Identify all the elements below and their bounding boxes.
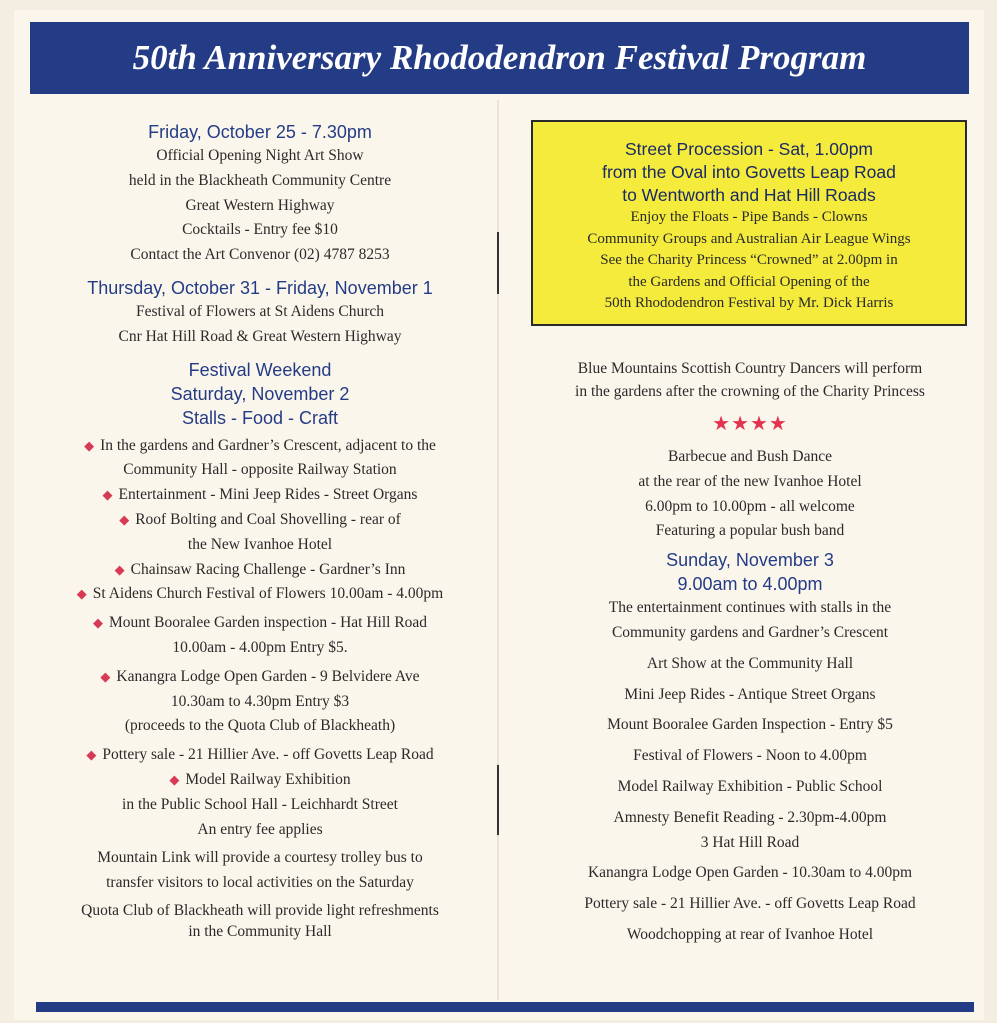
diamond-icon: ◆ [92, 615, 103, 631]
amnesty-item: Amnesty Benefit Reading - 2.30pm-4.00pm 3 Hat Hill Road [613, 808, 887, 851]
sunday-item: Mini Jeep Rides - Antique Street Organs [624, 685, 876, 703]
diamond-icon: ◆ [169, 771, 180, 787]
left-column [30, 120, 490, 942]
procession-line: the Gardens and Official Opening of the [628, 273, 870, 290]
procession-heading: Street Procession - Sat, 1.00pm [624, 139, 874, 159]
street-procession-box [531, 120, 967, 326]
friday-line: held in the Blackheath Community Centre [128, 171, 392, 189]
procession-line: 50th Rhododendron Festival by Mr. Dick Harris [604, 295, 894, 311]
procession-line: Community Groups and Australian Air League Wings [587, 230, 911, 247]
binding-mark [497, 765, 499, 835]
thursday-line: Cnr Hat Hill Road & Great Western Highway [118, 327, 402, 345]
diamond-icon: ◆ [84, 437, 95, 453]
list-item: ◆ Entertainment - Mini Jeep Rides - Street Organs [102, 486, 418, 504]
friday-line: Cocktails - Entry fee $10 [182, 221, 338, 239]
procession-heading: from the Oval into Govetts Leap Road [602, 162, 896, 182]
diamond-icon: ◆ [76, 586, 87, 602]
list-item: ◆ Mount Booralee Garden inspection - Hat Hill Road 10.00am - 4.00pm Entry $5. [92, 614, 428, 656]
sunday-intro: The entertainment continues with stalls in the Community gardens and Gardner’s Crescent [608, 599, 892, 641]
friday-line: Contact the Art Convenor (02) 4787 8253 [130, 246, 390, 264]
program-title: 50th Anniversary Rhododendron Festival Program [30, 22, 969, 94]
list-item: ◆ In the gardens and Gardner’s Crescent, adjacent to the Community Hall - opposite Railway Station [84, 436, 436, 479]
weekend-heading: Festival Weekend [188, 359, 332, 380]
stalls-heading: Stalls - Food - Craft [181, 407, 339, 428]
sunday-item: Kanangra Lodge Open Garden - 10.30am to 4.00pm [587, 864, 913, 882]
friday-heading: Friday, October 25 - 7.30pm [148, 122, 372, 142]
sunday-hours-heading: 9.00am to 4.00pm [677, 574, 823, 595]
barbecue-note: Barbecue and Bush Dance at the rear of the new Ivanhoe Hotel 6.00pm to 10.00pm - all welcome Featuring a popular bush band [638, 448, 862, 540]
binding-mark [497, 232, 499, 294]
thursday-line: Festival of Flowers at St Aidens Church [136, 302, 384, 320]
thursday-heading: Thursday, October 31 - Friday, November 1 [87, 277, 433, 298]
sunday-item: Festival of Flowers - Noon to 4.00pm [633, 747, 867, 765]
bottom-rule [36, 1002, 974, 1012]
dancers-note: Blue Mountains Scottish Country Dancers will perform in the gardens after the crowning of the Charity Princess [575, 360, 925, 400]
friday-line: Official Opening Night Art Show [156, 147, 364, 164]
sunday-item: Mount Booralee Garden Inspection - Entry $5 [607, 716, 893, 734]
diamond-icon: ◆ [102, 487, 113, 503]
diamond-icon: ◆ [119, 511, 130, 527]
stars-divider: ★★★★ [712, 413, 788, 435]
diamond-icon: ◆ [114, 561, 125, 577]
sunday-item: Art Show at the Community Hall [646, 654, 854, 672]
saturday-heading: Saturday, November 2 [170, 383, 350, 404]
list-item: ◆ St Aidens Church Festival of Flowers 10.00am - 4.00pm [76, 585, 444, 603]
list-item: ◆ Model Railway Exhibition in the Public School Hall - Leichhardt Street An entry fee applies [122, 770, 398, 838]
right-column [530, 357, 970, 948]
list-item: ◆ Chainsaw Racing Challenge - Gardner’s Inn [114, 560, 406, 578]
sunday-item: Woodchopping at rear of Ivanhoe Hotel [626, 925, 874, 943]
sunday-heading: Sunday, November 3 [666, 550, 834, 571]
list-item: ◆ Kanangra Lodge Open Garden - 9 Belvidere Ave 10.30am to 4.30pm Entry $3 (proceeds to the Quota Club of Blackheath) [100, 667, 420, 735]
sunday-item: Model Railway Exhibition - Public School [617, 777, 883, 795]
diamond-icon: ◆ [86, 747, 97, 763]
procession-line: See the Charity Princess “Crowned” at 2.00pm in [600, 252, 898, 268]
list-item: ◆ Pottery sale - 21 Hillier Ave. - off Govetts Leap Road [86, 746, 434, 764]
mountain-link-note: Mountain Link will provide a courtesy trolley bus to transfer visitors to local activities on the Saturday [97, 849, 423, 892]
procession-heading: to Wentworth and Hat Hill Roads [622, 185, 876, 205]
diamond-icon: ◆ [100, 668, 111, 684]
procession-line: Enjoy the Floats - Pipe Bands - Clowns [630, 209, 868, 225]
friday-line: Great Western Highway [185, 196, 335, 214]
list-item: ◆ Roof Bolting and Coal Shovelling - rear of the New Ivanhoe Hotel [119, 510, 401, 553]
sunday-item: Pottery sale - 21 Hillier Ave. - off Govetts Leap Road [584, 895, 916, 913]
quota-note: Quota Club of Blackheath will provide light refreshments in the Community Hall [81, 901, 439, 940]
